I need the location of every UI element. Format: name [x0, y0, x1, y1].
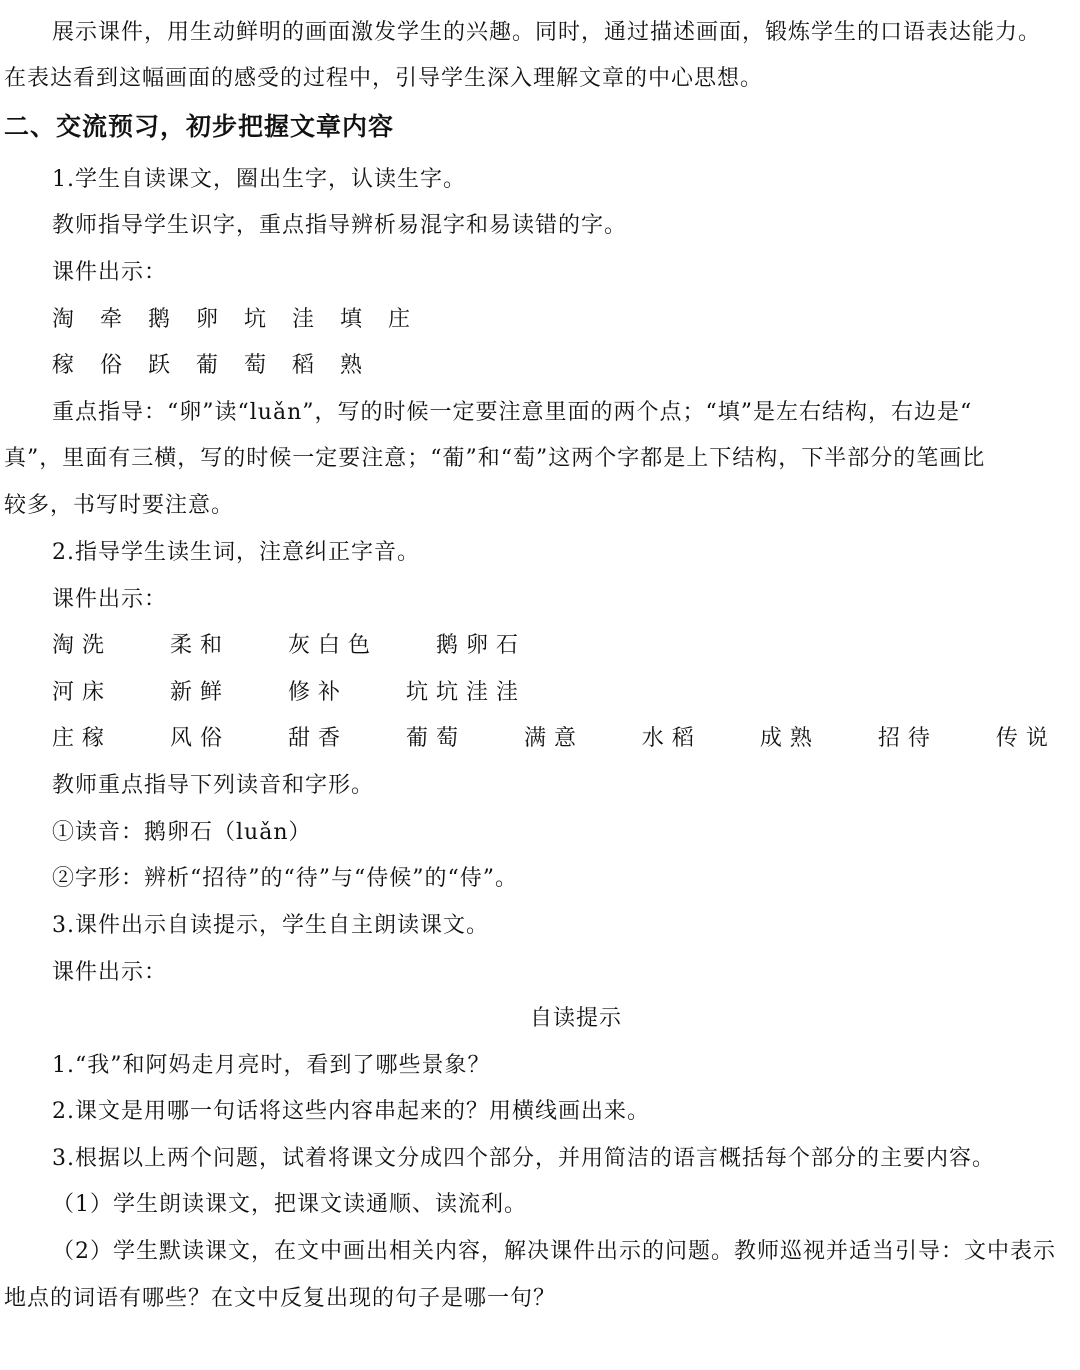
prompt-item-2: 2.课文是用哪一句话将这些内容串起来的？用横线画出来。 [52, 1099, 650, 1124]
step3-title: 3.课件出示自读提示，学生自主朗读课文。 [52, 913, 489, 938]
section-heading: 二、交流预习，初步把握文章内容 [4, 112, 395, 141]
char: 熟 [340, 353, 364, 378]
step2-focus: 教师重点指导下列读音和字形。 [52, 773, 375, 798]
form-note: ②字形：辨析“招待”的“待”与“侍候”的“侍”。 [52, 866, 518, 891]
intro-line-2: 在表达看到这幅画面的感受的过程中，引导学生深入理解文章的中心思想。 [4, 66, 764, 91]
char: 坑 [244, 307, 268, 332]
char: 萄 [244, 353, 268, 378]
key-guide-line-1: 重点指导：“卵”读“luǎn”，写的时候一定要注意里面的两个点；“填”是左右结构，右边是“ [52, 400, 973, 425]
chars-row-2 [52, 343, 1080, 389]
intro-line-1: 展示课件，用生动鲜明的画面激发学生的兴趣。同时，通过描述画面，锻炼学生的口语表达能力。 [52, 20, 1042, 45]
activity-1: （1）学生朗读课文，把课文读通顺、读流利。 [52, 1192, 527, 1217]
pronunciation-note: ①读音：鹅卵石（luǎn） [52, 820, 312, 845]
char: 稼 [52, 353, 76, 378]
char: 稻 [292, 353, 316, 378]
courseware-label-2: 课件出示： [52, 587, 168, 612]
prompt-item-3: 3.根据以上两个问题，试着将课文分成四个部分，并用简洁的语言概括每个部分的主要内容。 [52, 1146, 995, 1171]
char: 鹅 [148, 307, 172, 332]
key-guide-line-3: 较多，书写时要注意。 [4, 493, 235, 518]
step1-guide: 教师指导学生识字，重点指导辨析易混字和易读错的字。 [52, 213, 628, 238]
words-row-1: 淘洗 柔和 灰白色 鹅卵石 [52, 633, 526, 658]
courseware-label-1: 课件出示： [52, 260, 168, 285]
step2-title: 2.指导学生读生词，注意纠正字音。 [52, 540, 420, 565]
prompt-box-title: 自读提示 [529, 1006, 622, 1031]
words-row-2: 河床 新鲜 修补 坑坑洼洼 [52, 680, 526, 705]
char: 牵 [100, 307, 124, 332]
key-guide-line-2: 真”，里面有三横，写的时候一定要注意；“葡”和“萄”这两个字都是上下结构，下半部分的笔画比 [4, 446, 986, 471]
activity-2-line-1: （2）学生默读课文，在文中画出相关内容，解决课件出示的问题。教师巡视并适当引导：文中表示 [52, 1239, 1057, 1264]
chars-row-1 [52, 297, 1080, 343]
words-row-3: 庄稼 风俗 甜香 葡萄 满意 水稻 成熟 招待 传说 [52, 726, 1056, 751]
char: 俗 [100, 353, 124, 378]
prompt-item-1: 1.“我”和阿妈走月亮时，看到了哪些景象？ [52, 1053, 491, 1078]
char: 洼 [292, 307, 316, 332]
char: 跃 [148, 353, 172, 378]
char: 庄 [388, 307, 412, 332]
char: 葡 [196, 353, 220, 378]
courseware-label-3: 课件出示： [52, 960, 168, 985]
activity-2-line-2: 地点的词语有哪些？在文中反复出现的句子是哪一句？ [4, 1286, 557, 1311]
step1-title: 1.学生自读课文，圈出生字，认读生字。 [52, 167, 466, 192]
char: 淘 [52, 307, 76, 332]
char: 填 [340, 307, 364, 332]
char: 卵 [196, 307, 220, 332]
